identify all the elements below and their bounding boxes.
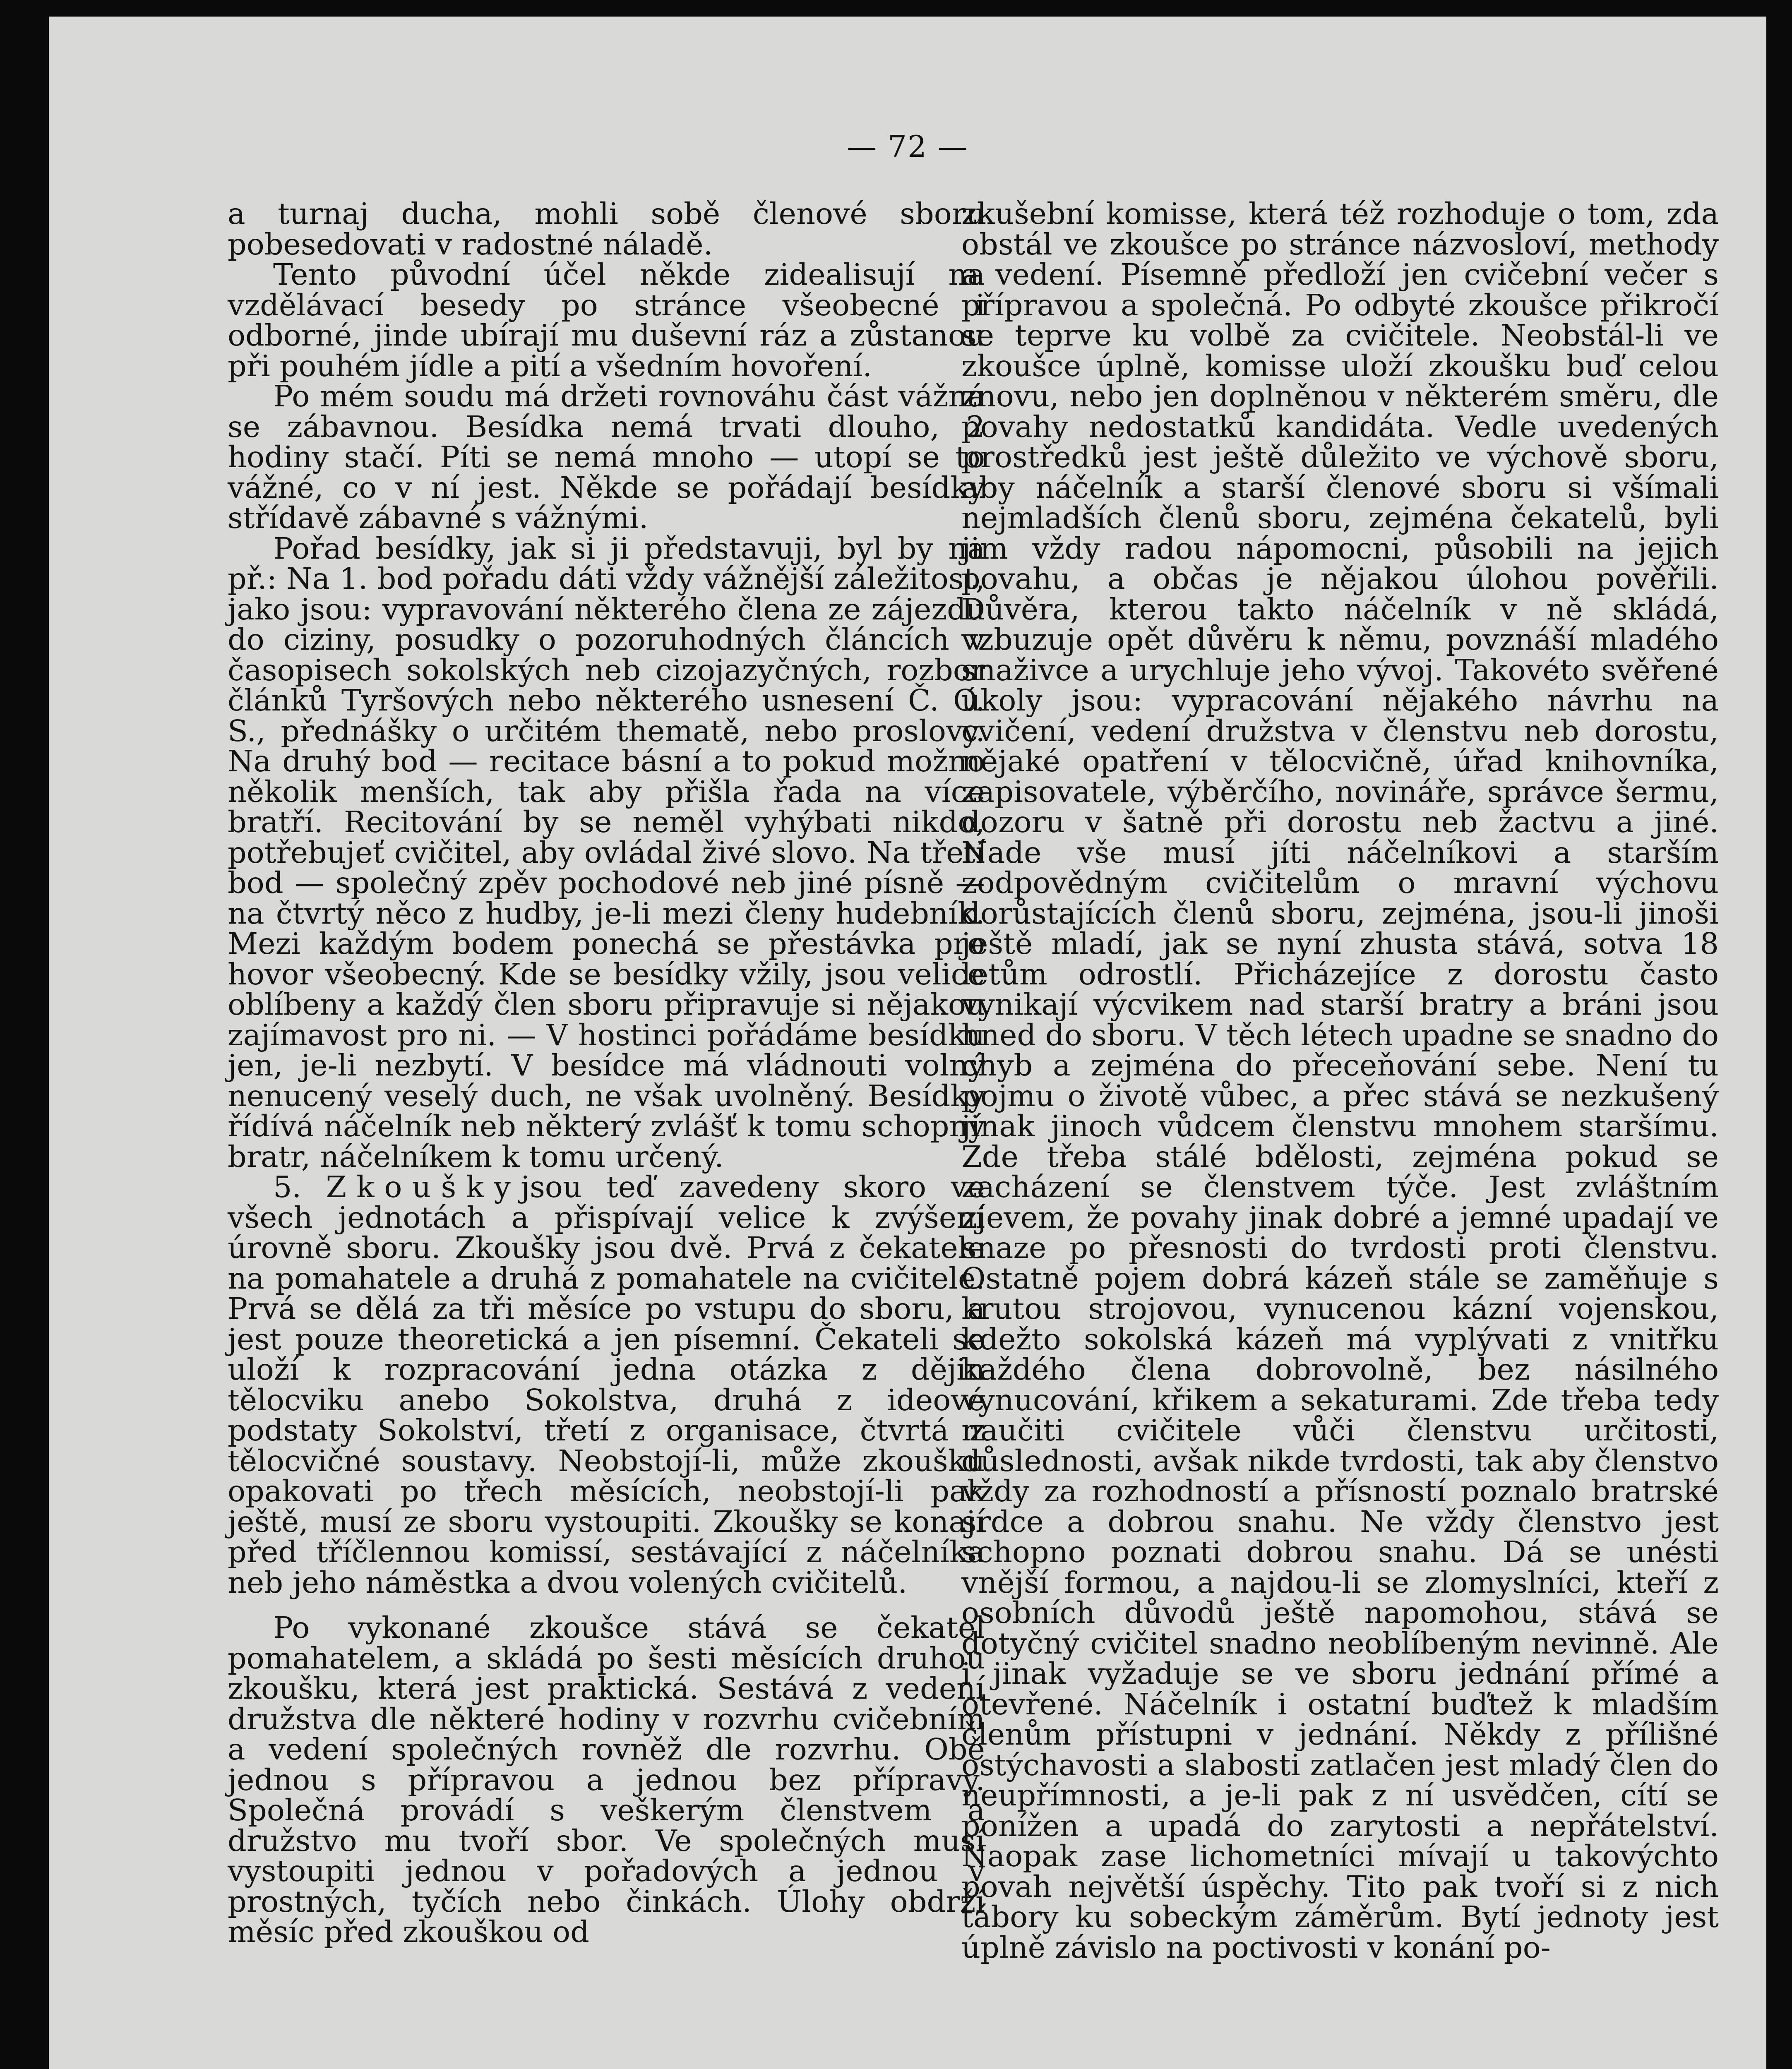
paragraph: Po mém soudu má držeti rovnováhu část vážná se zábavnou. Besídka nemá trvati dlouho, 2 hodiny stačí. Píti se nemá mnoho — utopí se to vážné, co v ní jest. Někde se pořádají besídky střídavě zábavné s vážnými.	[228, 379, 985, 535]
right-column	[961, 199, 1719, 1963]
paragraph: zkušební komisse, která též rozhoduje o tom, zda obstál ve zkoušce po stránce názvosloví, methody a vedení. Písemně předloží jen cvičební večer s přípravou a společná. Po odbyté zkoušce přikročí se teprve ku volbě za cvičitele. Neobstál-li ve zkoušce úplně, komisse uloží zkoušku buď celou znovu, nebo jen doplněnou v některém směru, dle povahy nedostatků kandidáta. Vedle uvedených prostředků jest ještě důležito ve výchově sboru, aby náčelník a starší členové sboru si všímali nejmladších členů sboru, zejména čekatelů, byli jim vždy radou nápomocni, působili na jejich povahu, a občas je nějakou úlohou pověřili. Důvěra, kterou takto náčelník v ně skládá, vzbuzuje opět důvěru k němu, povznáší mladého snaživce a urychluje jeho vývoj. Takovéto svěřené úkoly jsou: vypracování nějakého návrhu na cvičení, vedení družstva v členstvu neb dorostu, nějaké opatření v tělocvičně, úřad knihovníka, zapisovatele, výběrčího, novináře, správce šermu, dozoru v šatně při dorostu neb žactvu a jiné. Nade vše musí jíti náčelníkovi a starším zodpovědným cvičitelům o mravní výchovu dorůstajících členů sboru, zejména, jsou-li jinoši ještě mladí, jak se nyní zhusta stává, sotva 18 letům odrostlí. Přicházejíce z dorostu často vynikají výcvikem nad starší bratry a bráni jsou hned do sboru. V těch létech upadne se snadno do chyb a zejména do přeceňování sebe. Není tu pojmu o životě vůbec, a přec stává se nezkušený jinak jinoch vůdcem členstvu mnohem staršímu. Zde třeba stálé bdělosti, zejména pokud se zacházení se členstvem týče. Jest zvláštním zjevem, že povahy jinak dobré a jemné upadají ve snaze po přesnosti do tvrdosti proti členstvu. Ostatně pojem dobrá kázeň stále se zaměňuje s krutou strojovou, vynucenou kázní vojenskou, kdežto sokolská kázeň má vyplývati z vnitřku každého člena dobrovolně, bez násilného vynucování, křikem a sekaturami. Zde třeba tedy naučiti cvičitele vůči členstvu určitosti, důslednosti, avšak nikde tvrdosti, tak aby členstvo vždy za rozhodností a přísností poznalo bratrské srdce a dobrou snahu. Ne vždy členstvo jest schopno poznati dobrou snahu. Dá se unésti vnější formou, a najdou-li se zlomyslníci, kteří z osobních důvodů ještě napomohou, stává se dotyčný cvičitel snadno neoblíbeným nevinně. Ale i jinak vyžaduje se ve sboru jednání přímé a otevřené. Náčelník i ostatní buďtež k mladším členům přístupni v jednání. Někdy z přílišné ostýchavosti a slabosti zatlačen jest mladý člen do neupřímnosti, a je-li pak z ní usvědčen, cítí se ponížen a upadá do zarytosti a nepřátelství. Naopak zase lichometníci mívají u takovýchto povah největší úspěchy. Tito pak tvoří si z nich tábory ku sobeckým záměrům. Bytí jednoty jest úplně závislo na poctivosti v konání po-	[961, 197, 1719, 1965]
section-heading: Zkoušky	[326, 1170, 521, 1204]
paragraph-zkousky	[228, 1172, 985, 1598]
paragraph: Po vykonané zkoušce stává se čekatel pomahatelem, a skládá po šesti měsících druhou zkoušku, která jest praktická. Sestává z vedení družstva dle některé hodiny v rozvrhu cvičebním a vedení společných rovněž dle rozvrhu. Obě jednou s přípravou a jednou bez přípravy. Společná provádí s veškerým členstvem a družstvo mu tvoří sbor. Ve společných musí vystoupiti jednou v pořadových a jednou v prostných, tyčích nebo činkách. Úlohy obdrží měsíc před zkouškou od	[228, 1611, 985, 1949]
section-number: 5.	[273, 1170, 302, 1204]
document-page	[49, 17, 1766, 2069]
page-number: — 72 —	[847, 129, 968, 164]
paragraph: Pořad besídky, jak si ji představuji, byl by na př.: Na 1. bod pořadu dáti vždy vážnější záležitost, jako jsou: vypravování některého člena ze zájezdu do ciziny, posudky o pozoruhodných článcích v časopisech sokolských neb cizojazyčných, rozbor článků Tyršových nebo některého usnesení Č. O. S., přednášky o určitém thematě, nebo proslovy. Na druhý bod — recitace básní a to pokud možno několik menších, tak aby přišla řada na více bratří. Recitování by se neměl vyhýbati nikdo, potřebujeť cvičitel, aby ovládal živé slovo. Na třetí bod — společný zpěv pochodové neb jiné písně — na čtvrtý něco z hudby, je-li mezi členy hudebník. Mezi každým bodem ponechá se přestávka pro hovor všeobecný. Kde se besídky vžily, jsou velice oblíbeny a každý člen sboru připravuje si nějakou zajímavost pro ni. — V hostinci pořádáme besídku jen, je-li nezbytí. V besídce má vládnouti volný nenucený veselý duch, ne však uvolněný. Besídky řídívá náčelník neb některý zvlášť k tomu schopný bratr, náčelníkem k tomu určený.	[228, 531, 985, 1174]
paragraph: a turnaj ducha, mohli sobě členové sboru pobesedovati v radostné náladě.	[228, 197, 985, 262]
left-column	[228, 199, 985, 1947]
paragraph: Tento původní účel někde zidealisují na vzdělávací besedy po stránce všeobecné i odborné, jinde ubírají mu duševní ráz a zůstanou při pouhém jídle a pití a všedním hovoření.	[228, 257, 985, 383]
section-text: jsou teď zavedeny skoro ve všech jednotách a přispívají velice k zvýšení úrovně sboru. Zkoušky jsou dvě. Prvá z čekatele na pomahatele a druhá z pomahatele na cvičitele. Prvá se dělá za tři měsíce po vstupu do sboru, a jest pouze theoretická a jen písemní. Čekateli se uloží k rozpracování jedna otázka z dějin tělocviku anebo Sokolstva, druhá z ideové podstaty Sokolství, třetí z organisace, čtvrtá z tělocvičné soustavy. Neobstojí-li, může zkoušku opakovati po třech měsících, neobstojí-li pak ještě, musí ze sboru vystoupiti. Zkoušky se konají před tříčlennou komissí, sestávající z náčelníka neb jeho náměstka a dvou volených cvičitelů.	[228, 1170, 985, 1600]
